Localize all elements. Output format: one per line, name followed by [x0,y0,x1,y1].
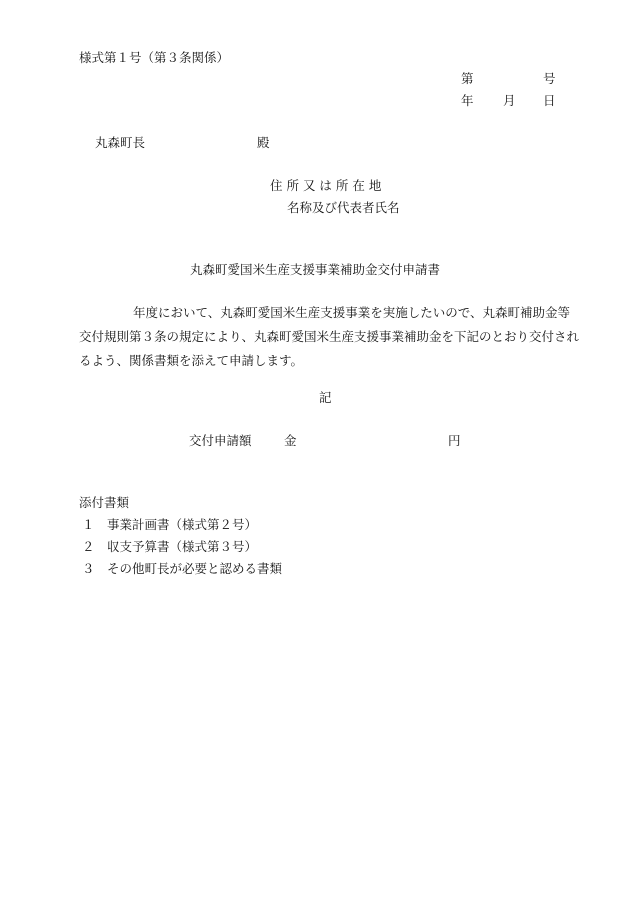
application-body-text: 年度において、丸森町愛国米生産支援事業を実施したいので、丸森町補助金等交付規則第３条の規定により、丸森町愛国米生産支援事業補助金を下記のとおり交付されるよう、関係書類を添えて申請します。 [79,305,580,368]
form-number: 様式第１号（第３条関係） [79,50,230,65]
attachment-item-3-number: ３ [82,561,95,576]
date-year-label: 年 [461,93,474,108]
date-month-label: 月 [503,93,516,108]
addressee-name: 丸森町長 [95,135,146,150]
amount-suffix: 円 [448,433,461,448]
applicant-name-label: 名称及び代表者氏名 [287,200,400,215]
attachments-heading: 添付書類 [79,495,130,510]
document-title: 丸森町愛国米生産支援事業補助金交付申請書 [190,262,441,277]
document-number-suffix: 号 [543,71,556,86]
amount-label: 交付申請額 [189,433,252,448]
application-body [79,301,579,373]
attachment-item-1-number: １ [82,517,95,532]
document-number-label: 第 [461,71,474,86]
attachment-item-2-number: ２ [82,539,95,554]
attachment-item-2: 収支予算書（様式第３号） [107,539,258,554]
attachment-item-1: 事業計画書（様式第２号） [107,517,258,532]
date-day-label: 日 [543,93,556,108]
amount-prefix: 金 [284,433,297,448]
ki-marker: 記 [319,390,332,405]
attachment-item-3: その他町長が必要と認める書類 [107,561,283,576]
applicant-address-label: 住 所 又 は 所 在 地 [270,178,382,193]
addressee-honorific: 殿 [257,135,270,150]
